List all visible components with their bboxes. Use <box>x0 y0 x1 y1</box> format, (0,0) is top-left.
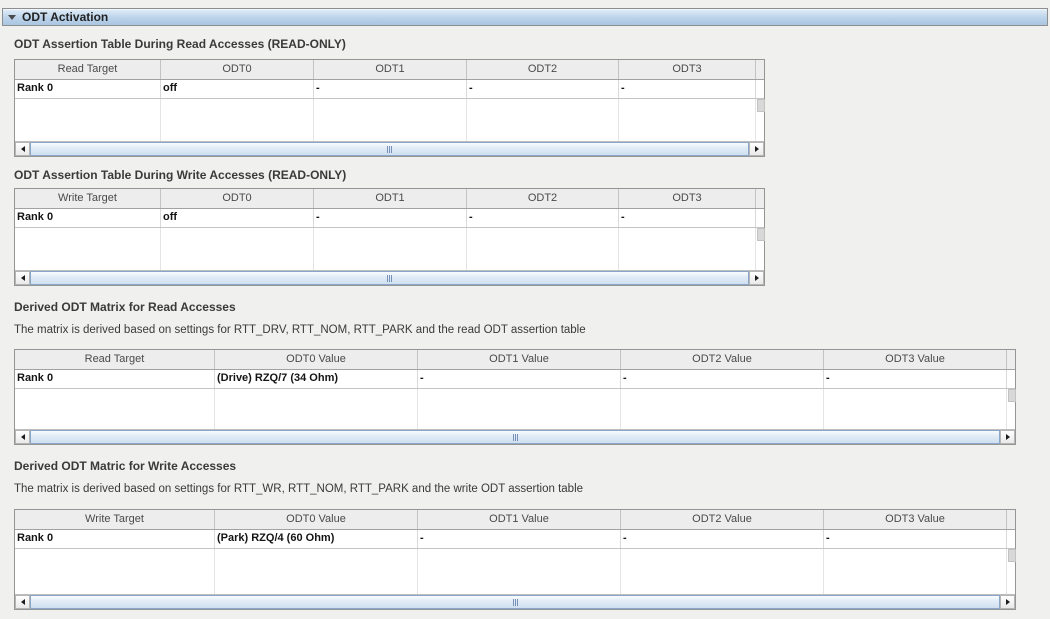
scroll-right-button[interactable] <box>1000 595 1015 609</box>
scroll-left-icon <box>21 434 25 440</box>
column-header-odt2: ODT2 <box>467 60 619 79</box>
cell-odt3-value[interactable]: - <box>824 530 1007 548</box>
column-header-odt0: ODT0 <box>161 189 314 208</box>
cell-odt2-value[interactable]: - <box>621 530 824 548</box>
horizontal-scrollbar[interactable] <box>15 429 1015 444</box>
table-empty-area <box>15 228 764 270</box>
column-header-odt1: ODT1 <box>314 60 467 79</box>
empty-column <box>314 99 467 141</box>
cell-odt3[interactable]: - <box>619 80 756 98</box>
horizontal-scrollbar[interactable] <box>15 141 764 156</box>
odt-write-assertion-table <box>14 188 765 286</box>
table-row-rank0[interactable] <box>15 530 1015 549</box>
scroll-corner <box>1007 510 1015 529</box>
scroll-corner <box>756 189 764 208</box>
table-empty-area <box>15 549 1015 594</box>
odt-activation-section-header[interactable] <box>2 8 1048 26</box>
scroll-right-icon <box>1006 599 1010 605</box>
empty-column <box>824 549 1007 594</box>
cell-odt3-value[interactable]: - <box>824 370 1007 388</box>
cell-odt3[interactable]: - <box>619 209 756 227</box>
scrollbar-thumb[interactable] <box>30 595 1000 609</box>
table-header-row <box>15 350 1015 370</box>
table-row-rank0[interactable] <box>15 209 764 228</box>
row-corner <box>756 80 758 98</box>
vertical-scrollbar-track <box>756 228 765 270</box>
column-header-odt3: ODT3 <box>619 60 756 79</box>
empty-column <box>15 99 161 141</box>
column-header-odt1-value: ODT1 Value <box>418 350 621 369</box>
section-header-title: ODT Activation <box>22 10 109 24</box>
scroll-right-icon <box>755 275 759 281</box>
row-corner <box>756 209 758 227</box>
column-header-odt2-value: ODT2 Value <box>621 510 824 529</box>
write-assertion-table-title: ODT Assertion Table During Write Accesses (READ-ONLY) <box>14 168 347 182</box>
empty-column <box>824 389 1007 429</box>
horizontal-scrollbar[interactable] <box>15 594 1015 609</box>
empty-column <box>621 389 824 429</box>
odt-read-assertion-table <box>14 59 765 157</box>
empty-column <box>15 549 215 594</box>
derived-write-matrix-title: Derived ODT Matric for Write Accesses <box>14 459 237 473</box>
empty-column <box>15 228 161 270</box>
table-body <box>15 370 1015 429</box>
vertical-scrollbar-thumb[interactable] <box>757 99 765 112</box>
cell-odt1-value[interactable]: - <box>418 370 621 388</box>
read-assertion-table-title: ODT Assertion Table During Read Accesses (READ-ONLY) <box>14 37 346 51</box>
column-header-odt3-value: ODT3 Value <box>824 350 1007 369</box>
table-header-row <box>15 189 764 209</box>
collapse-triangle-icon <box>8 15 16 20</box>
table-empty-area <box>15 99 764 141</box>
empty-column <box>215 549 418 594</box>
scroll-right-button[interactable] <box>749 271 764 285</box>
horizontal-scrollbar[interactable] <box>15 270 764 285</box>
column-header-odt0-value: ODT0 Value <box>215 510 418 529</box>
scrollbar-grip-icon <box>387 275 392 282</box>
scroll-corner <box>756 60 764 79</box>
cell-odt2[interactable]: - <box>467 209 619 227</box>
scrollbar-grip-icon <box>513 434 518 441</box>
empty-column <box>467 99 619 141</box>
cell-odt0-value[interactable]: (Park) RZQ/4 (60 Ohm) <box>215 530 418 548</box>
column-header-write-target: Write Target <box>15 189 161 208</box>
vertical-scrollbar-track <box>1007 549 1016 594</box>
scroll-left-button[interactable] <box>15 595 30 609</box>
column-header-write-target: Write Target <box>15 510 215 529</box>
cell-read-target[interactable]: Rank 0 <box>15 80 161 98</box>
derived-read-matrix-description: The matrix is derived based on settings for RTT_DRV, RTT_NOM, RTT_PARK and the read ODT assertion table <box>14 324 586 336</box>
cell-write-target[interactable]: Rank 0 <box>15 209 161 227</box>
row-corner <box>1007 530 1009 548</box>
table-body <box>15 209 764 270</box>
table-body <box>15 530 1015 594</box>
scrollbar-thumb[interactable] <box>30 142 749 156</box>
column-header-read-target: Read Target <box>15 350 215 369</box>
cell-odt2[interactable]: - <box>467 80 619 98</box>
cell-odt1[interactable]: - <box>314 209 467 227</box>
derived-odt-read-matrix-table <box>14 349 1016 445</box>
vertical-scrollbar-thumb[interactable] <box>757 228 765 241</box>
cell-read-target[interactable]: Rank 0 <box>15 370 215 388</box>
derived-write-matrix-description: The matrix is derived based on settings for RTT_WR, RTT_NOM, RTT_PARK and the write ODT assertion table <box>14 483 584 495</box>
scrollbar-grip-icon <box>387 146 392 153</box>
table-row-rank0[interactable] <box>15 80 764 99</box>
empty-column <box>418 549 621 594</box>
empty-column <box>314 228 467 270</box>
scrollbar-thumb[interactable] <box>30 271 749 285</box>
cell-odt0[interactable]: off <box>161 80 314 98</box>
empty-column <box>15 389 215 429</box>
empty-column <box>621 549 824 594</box>
cell-odt0-value[interactable]: (Drive) RZQ/7 (34 Ohm) <box>215 370 418 388</box>
cell-odt1[interactable]: - <box>314 80 467 98</box>
scroll-left-icon <box>21 275 25 281</box>
scroll-right-icon <box>755 146 759 152</box>
table-header-row <box>15 60 764 80</box>
column-header-odt2-value: ODT2 Value <box>621 350 824 369</box>
scrollbar-grip-icon <box>513 599 518 606</box>
row-corner <box>1007 370 1009 388</box>
empty-column <box>619 99 756 141</box>
empty-column <box>215 389 418 429</box>
cell-odt2-value[interactable]: - <box>621 370 824 388</box>
vertical-scrollbar-thumb[interactable] <box>1008 549 1016 562</box>
scroll-left-button[interactable] <box>15 430 30 444</box>
scroll-right-button[interactable] <box>1000 430 1015 444</box>
cell-odt1-value[interactable]: - <box>418 530 621 548</box>
column-header-odt0: ODT0 <box>161 60 314 79</box>
column-header-odt0-value: ODT0 Value <box>215 350 418 369</box>
scroll-right-button[interactable] <box>749 142 764 156</box>
column-header-odt1: ODT1 <box>314 189 467 208</box>
vertical-scrollbar-track <box>1007 389 1016 429</box>
scroll-left-icon <box>21 146 25 152</box>
vertical-scrollbar-thumb[interactable] <box>1008 389 1016 402</box>
scroll-corner <box>1007 350 1015 369</box>
column-header-read-target: Read Target <box>15 60 161 79</box>
scroll-left-button[interactable] <box>15 271 30 285</box>
empty-column <box>161 99 314 141</box>
cell-write-target[interactable]: Rank 0 <box>15 530 215 548</box>
scroll-left-button[interactable] <box>15 142 30 156</box>
scroll-left-icon <box>21 599 25 605</box>
scrollbar-thumb[interactable] <box>30 430 1000 444</box>
column-header-odt3-value: ODT3 Value <box>824 510 1007 529</box>
table-header-row <box>15 510 1015 530</box>
empty-column <box>619 228 756 270</box>
derived-odt-write-matrix-table <box>14 509 1016 610</box>
empty-column <box>418 389 621 429</box>
derived-read-matrix-title: Derived ODT Matrix for Read Accesses <box>14 300 236 314</box>
table-empty-area <box>15 389 1015 429</box>
empty-column <box>161 228 314 270</box>
column-header-odt2: ODT2 <box>467 189 619 208</box>
table-body <box>15 80 764 141</box>
column-header-odt1-value: ODT1 Value <box>418 510 621 529</box>
empty-column <box>467 228 619 270</box>
cell-odt0[interactable]: off <box>161 209 314 227</box>
vertical-scrollbar-track <box>756 99 765 141</box>
scroll-right-icon <box>1006 434 1010 440</box>
table-row-rank0[interactable] <box>15 370 1015 389</box>
column-header-odt3: ODT3 <box>619 189 756 208</box>
